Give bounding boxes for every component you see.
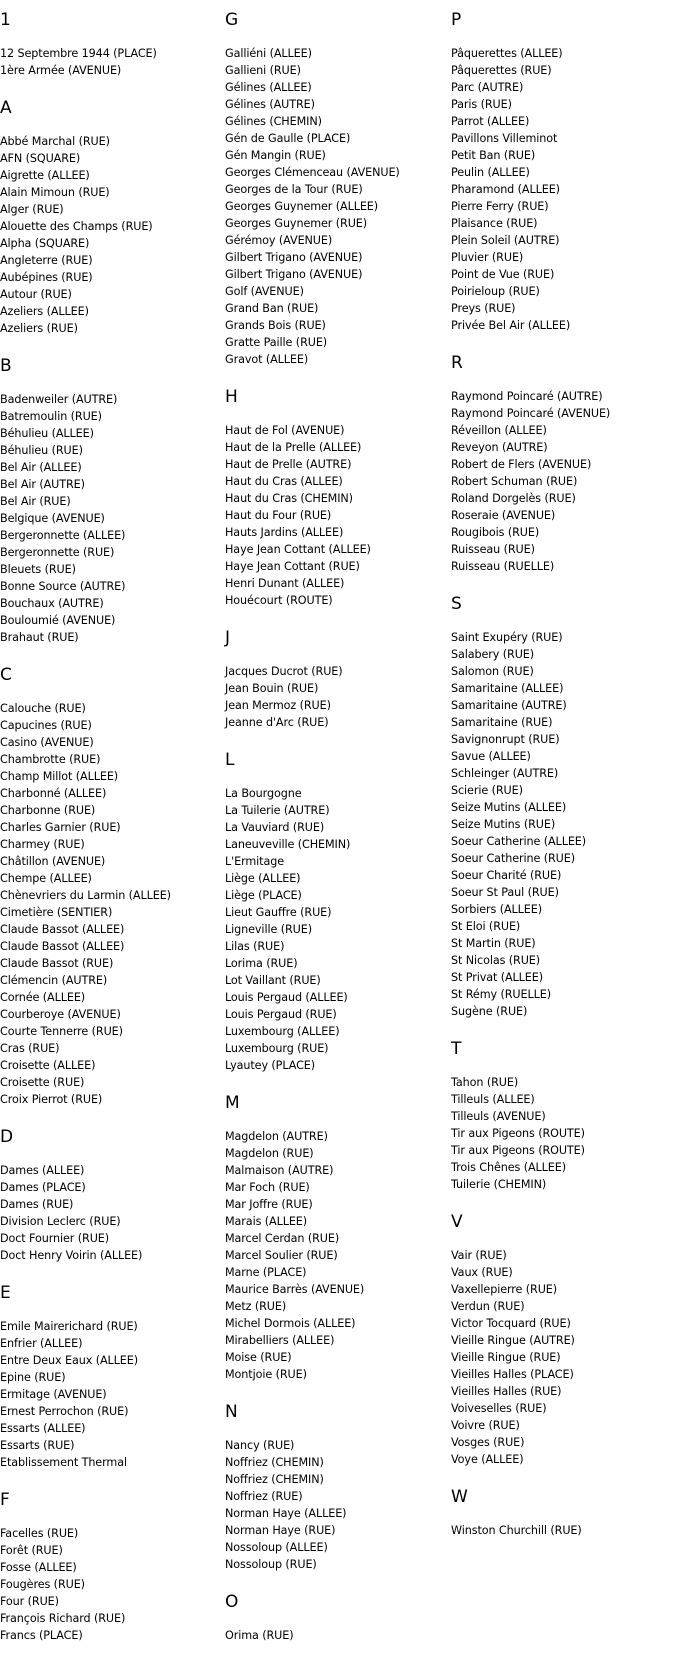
section-letter-heading: L <box>225 750 235 770</box>
street-entry: Pâquerettes (ALLEE) <box>451 47 563 60</box>
letter-section <box>451 1212 666 1468</box>
street-entry: Sorbiers (ALLEE) <box>451 903 543 916</box>
letter-section <box>225 1093 440 1383</box>
street-entry: Bergeronnette (ALLEE) <box>0 529 126 542</box>
street-entry: Roland Dorgelès (RUE) <box>451 492 576 505</box>
section-letter-heading: H <box>225 387 238 407</box>
street-entry: Soeur St Paul (RUE) <box>451 886 559 899</box>
street-entry: Soeur Catherine (RUE) <box>451 852 575 865</box>
section-letter-heading: F <box>0 1490 10 1510</box>
street-entry: Bouloumié (AVENUE) <box>0 614 116 627</box>
street-entry: Robert de Flers (AVENUE) <box>451 458 592 471</box>
street-entry: Poirieloup (RUE) <box>451 285 540 298</box>
street-entry: Gén Mangin (RUE) <box>225 149 326 162</box>
street-entry: St Rémy (RUELLE) <box>451 988 551 1001</box>
street-entry: Georges Clémenceau (AVENUE) <box>225 166 400 179</box>
street-entry: Laneuveville (CHEMIN) <box>225 838 351 851</box>
street-entry: Luxembourg (RUE) <box>225 1042 329 1055</box>
street-entry: Henri Dunant (ALLEE) <box>225 577 345 590</box>
street-entry: Chènevriers du Larmin (ALLEE) <box>0 889 171 902</box>
street-entry: Doct Fournier (RUE) <box>0 1232 110 1245</box>
street-entry: Haye Jean Cottant (RUE) <box>225 560 360 573</box>
street-entry: Orima (RUE) <box>225 1629 294 1642</box>
street-entry: Lieut Gauffre (RUE) <box>225 906 332 919</box>
street-entry: Vair (RUE) <box>451 1249 507 1262</box>
letter-section <box>0 356 215 646</box>
letter-section <box>225 387 440 609</box>
street-entry: Liège (PLACE) <box>225 889 302 902</box>
street-entry: Marcel Cerdan (RUE) <box>225 1232 340 1245</box>
street-entry: Alouette des Champs (RUE) <box>0 220 153 233</box>
street-entry: Galliéni (ALLEE) <box>225 47 312 60</box>
street-entry: La Vauviard (RUE) <box>225 821 325 834</box>
street-entry: Bonne Source (AUTRE) <box>0 580 126 593</box>
street-entry: Vaux (RUE) <box>451 1266 513 1279</box>
letter-section <box>451 10 666 334</box>
street-entry: Roseraie (AVENUE) <box>451 509 556 522</box>
street-entry: Alger (RUE) <box>0 203 64 216</box>
street-entry: Mar Foch (RUE) <box>225 1181 310 1194</box>
street-entry: Ermitage (AVENUE) <box>0 1388 107 1401</box>
street-entry: Marcel Soulier (RUE) <box>225 1249 338 1262</box>
street-entry: Noffriez (CHEMIN) <box>225 1473 324 1486</box>
street-entry: Gén de Gaulle (PLACE) <box>225 132 351 145</box>
street-entry: Vieilles Halles (RUE) <box>451 1385 562 1398</box>
section-letter-heading: 1 <box>0 10 11 30</box>
street-entry: Samaritaine (AUTRE) <box>451 699 567 712</box>
street-entry: Haut de la Prelle (ALLEE) <box>225 441 362 454</box>
street-entry: Cornée (ALLEE) <box>0 991 86 1004</box>
street-entry: Vosges (RUE) <box>451 1436 525 1449</box>
street-entry: St Martin (RUE) <box>451 937 536 950</box>
street-entry: Savignonrupt (RUE) <box>451 733 560 746</box>
street-entry: Georges Guynemer (RUE) <box>225 217 368 230</box>
section-letter-heading: O <box>225 1592 239 1612</box>
street-entry: Haut du Cras (CHEMIN) <box>225 492 353 505</box>
street-entry: Fosse (ALLEE) <box>0 1561 77 1574</box>
section-letter-heading: M <box>225 1093 240 1113</box>
street-entry: Norman Haye (ALLEE) <box>225 1507 347 1520</box>
street-entry: Alain Mimoun (RUE) <box>0 186 110 199</box>
street-entry: Alpha (SQUARE) <box>0 237 90 250</box>
street-entry: Four (RUE) <box>0 1595 59 1608</box>
street-entry: Aigrette (ALLEE) <box>0 169 90 182</box>
section-letter-heading: B <box>0 356 12 376</box>
section-letter-heading: G <box>225 10 239 30</box>
street-entry: Magdelon (RUE) <box>225 1147 314 1160</box>
street-entry: Petit Ban (RUE) <box>451 149 536 162</box>
street-entry: Doct Henry Voirin (ALLEE) <box>0 1249 143 1262</box>
street-entry: Soeur Charité (RUE) <box>451 869 562 882</box>
street-entry: Jean Bouin (RUE) <box>225 682 319 695</box>
street-entry: Victor Tocquard (RUE) <box>451 1317 571 1330</box>
street-entry: Soeur Catherine (ALLEE) <box>451 835 587 848</box>
street-entry: Paris (RUE) <box>451 98 512 111</box>
street-entry: Lorima (RUE) <box>225 957 298 970</box>
street-entry: Plein Soleil (AUTRE) <box>451 234 560 247</box>
street-entry: Claude Bassot (ALLEE) <box>0 940 125 953</box>
street-entry: Châtillon (AVENUE) <box>0 855 106 868</box>
street-entry: 12 Septembre 1944 (PLACE) <box>0 47 157 60</box>
street-entry: Bergeronnette (RUE) <box>0 546 115 559</box>
street-index-column-1 <box>0 10 215 1663</box>
street-entry: Abbé Marchal (RUE) <box>0 135 110 148</box>
letter-section <box>0 665 215 1108</box>
street-entry: Trois Chênes (ALLEE) <box>451 1161 567 1174</box>
street-entry: Gravot (ALLEE) <box>225 353 309 366</box>
street-entry: Gélines (CHEMIN) <box>225 115 322 128</box>
street-entry: Haut de Fol (AVENUE) <box>225 424 345 437</box>
street-entry: Norman Haye (RUE) <box>225 1524 336 1537</box>
street-entry: Vieille Ringue (AUTRE) <box>451 1334 575 1347</box>
street-entry: Tir aux Pigeons (ROUTE) <box>451 1144 585 1157</box>
street-entry: Peulin (ALLEE) <box>451 166 530 179</box>
street-entry: Houécourt (ROUTE) <box>225 594 333 607</box>
street-entry: Facelles (RUE) <box>0 1527 79 1540</box>
street-entry: Golf (AVENUE) <box>225 285 304 298</box>
street-entry: Gratte Paille (RUE) <box>225 336 328 349</box>
letter-section <box>451 594 666 1020</box>
street-index-column-2 <box>225 10 440 1663</box>
street-entry: Bel Air (AUTRE) <box>0 478 85 491</box>
street-entry: Gallieni (RUE) <box>225 64 301 77</box>
street-entry: Entre Deux Eaux (ALLEE) <box>0 1354 138 1367</box>
street-entry: Charmey (RUE) <box>0 838 85 851</box>
street-entry: Georges de la Tour (RUE) <box>225 183 363 196</box>
street-entry: Béhulieu (ALLEE) <box>0 427 94 440</box>
street-entry: Metz (RUE) <box>225 1300 287 1313</box>
street-entry: Dames (PLACE) <box>0 1181 86 1194</box>
street-entry: Nossoloup (RUE) <box>225 1558 317 1571</box>
street-entry: Angleterre (RUE) <box>0 254 93 267</box>
street-entry: Chambrotte (RUE) <box>0 753 101 766</box>
street-entry: Haut du Cras (ALLEE) <box>225 475 343 488</box>
street-entry: Marais (ALLEE) <box>225 1215 308 1228</box>
street-entry: Savue (ALLEE) <box>451 750 531 763</box>
street-entry: Casino (AVENUE) <box>0 736 94 749</box>
street-entry: Belgique (AVENUE) <box>0 512 105 525</box>
street-entry: Reveyon (AUTRE) <box>451 441 548 454</box>
street-entry: Tuilerie (CHEMIN) <box>451 1178 547 1191</box>
street-entry: Ernest Perrochon (RUE) <box>0 1405 129 1418</box>
street-entry: Raymond Poincaré (AUTRE) <box>451 390 603 403</box>
street-entry: Winston Churchill (RUE) <box>451 1524 582 1537</box>
letter-section <box>225 750 440 1074</box>
street-entry: Nancy (RUE) <box>225 1439 295 1452</box>
street-entry: Bel Air (ALLEE) <box>0 461 82 474</box>
street-entry: Ruisseau (RUE) <box>451 543 535 556</box>
street-entry: Claude Bassot (RUE) <box>0 957 114 970</box>
section-letter-heading: N <box>225 1402 238 1422</box>
street-entry: Champ Millot (ALLEE) <box>0 770 119 783</box>
street-entry: Jean Mermoz (RUE) <box>225 699 331 712</box>
street-entry: Béhulieu (RUE) <box>0 444 83 457</box>
street-entry: Croisette (ALLEE) <box>0 1059 96 1072</box>
street-entry: Gérémoy (AVENUE) <box>225 234 333 247</box>
street-entry: Georges Guynemer (ALLEE) <box>225 200 379 213</box>
street-entry: Malmaison (AUTRE) <box>225 1164 334 1177</box>
street-entry: Schleinger (AUTRE) <box>451 767 559 780</box>
street-entry: Lot Vaillant (RUE) <box>225 974 321 987</box>
street-entry: Noffriez (RUE) <box>225 1490 303 1503</box>
street-entry: Saint Exupéry (RUE) <box>451 631 563 644</box>
street-entry: Luxembourg (ALLEE) <box>225 1025 340 1038</box>
street-entry: Forêt (RUE) <box>0 1544 63 1557</box>
street-entry: Pierre Ferry (RUE) <box>451 200 549 213</box>
street-entry: Montjoie (RUE) <box>225 1368 307 1381</box>
street-entry: Emile Mairerichard (RUE) <box>0 1320 138 1333</box>
street-entry: Parrot (ALLEE) <box>451 115 530 128</box>
street-entry: Essarts (RUE) <box>0 1439 75 1452</box>
street-entry: Seize Mutins (ALLEE) <box>451 801 567 814</box>
street-entry: Chempe (ALLEE) <box>0 872 92 885</box>
street-entry: Jeanne d'Arc (RUE) <box>225 716 329 729</box>
letter-section <box>0 1127 215 1264</box>
street-entry: Pâquerettes (RUE) <box>451 64 552 77</box>
street-entry: Nossoloup (ALLEE) <box>225 1541 328 1554</box>
section-letter-heading: C <box>0 665 12 685</box>
street-entry: Croisette (RUE) <box>0 1076 85 1089</box>
street-entry: Bleuets (RUE) <box>0 563 76 576</box>
street-entry: Vaxellepierre (RUE) <box>451 1283 558 1296</box>
street-entry: Pluvier (RUE) <box>451 251 524 264</box>
street-entry: Azeliers (RUE) <box>0 322 78 335</box>
street-entry: Ruisseau (RUELLE) <box>451 560 555 573</box>
street-entry: Noffriez (CHEMIN) <box>225 1456 324 1469</box>
street-entry: Charbonne (RUE) <box>0 804 96 817</box>
letter-section <box>225 1592 440 1644</box>
street-entry: Magdelon (AUTRE) <box>225 1130 328 1143</box>
street-index-column-3 <box>451 10 666 1558</box>
street-entry: 1ère Armée (AVENUE) <box>0 64 122 77</box>
street-entry: Courte Tennerre (RUE) <box>0 1025 123 1038</box>
street-entry: Enfrier (ALLEE) <box>0 1337 83 1350</box>
street-entry: Gélines (AUTRE) <box>225 98 315 111</box>
street-entry: St Eloi (RUE) <box>451 920 521 933</box>
street-entry: Tahon (RUE) <box>451 1076 519 1089</box>
street-entry: Bouchaux (AUTRE) <box>0 597 104 610</box>
letter-section <box>225 10 440 368</box>
street-entry: Maurice Barrès (AVENUE) <box>225 1283 365 1296</box>
street-entry: Haye Jean Cottant (ALLEE) <box>225 543 371 556</box>
letter-section <box>225 1402 440 1573</box>
street-entry: Charbonné (ALLEE) <box>0 787 107 800</box>
street-entry: Dames (RUE) <box>0 1198 74 1211</box>
street-entry: Calouche (RUE) <box>0 702 86 715</box>
street-entry: Fougères (RUE) <box>0 1578 85 1591</box>
street-entry: Cimetière (SENTIER) <box>0 906 113 919</box>
street-entry: Scierie (RUE) <box>451 784 523 797</box>
street-entry: Tilleuls (AVENUE) <box>451 1110 546 1123</box>
street-entry: Voiveselles (RUE) <box>451 1402 547 1415</box>
street-entry: Hauts Jardins (ALLEE) <box>225 526 344 539</box>
street-entry: Croix Pierrot (RUE) <box>0 1093 103 1106</box>
letter-section <box>0 1490 215 1644</box>
section-letter-heading: A <box>0 98 12 118</box>
street-entry: Parc (AUTRE) <box>451 81 524 94</box>
street-entry: Francs (PLACE) <box>0 1629 83 1642</box>
street-entry: Ligneville (RUE) <box>225 923 312 936</box>
section-letter-heading: D <box>0 1127 14 1147</box>
street-entry: Haut de Prelle (AUTRE) <box>225 458 352 471</box>
street-entry: Louis Pergaud (RUE) <box>225 1008 337 1021</box>
street-entry: Sugène (RUE) <box>451 1005 528 1018</box>
street-entry: Marne (PLACE) <box>225 1266 307 1279</box>
street-entry: Badenweiler (AUTRE) <box>0 393 118 406</box>
street-entry: Jacques Ducrot (RUE) <box>225 665 343 678</box>
section-letter-heading: W <box>451 1487 468 1507</box>
street-entry: Réveillon (ALLEE) <box>451 424 547 437</box>
street-entry: Gilbert Trigano (AVENUE) <box>225 251 363 264</box>
street-entry: L'Ermitage <box>225 855 285 868</box>
street-entry: St Nicolas (RUE) <box>451 954 541 967</box>
street-entry: Cras (RUE) <box>0 1042 60 1055</box>
street-entry: Courberoye (AVENUE) <box>0 1008 121 1021</box>
street-entry: Essarts (ALLEE) <box>0 1422 86 1435</box>
street-entry: Charles Garnier (RUE) <box>0 821 121 834</box>
street-entry: Salabery (RUE) <box>451 648 535 661</box>
letter-section <box>451 1039 666 1193</box>
letter-section <box>0 10 215 79</box>
street-entry: Voivre (RUE) <box>451 1419 520 1432</box>
street-entry: Claude Bassot (ALLEE) <box>0 923 125 936</box>
street-entry: Tilleuls (ALLEE) <box>451 1093 535 1106</box>
letter-section <box>225 628 440 731</box>
street-entry: Rougibois (RUE) <box>451 526 540 539</box>
street-entry: Autour (RUE) <box>0 288 72 301</box>
street-entry: Verdun (RUE) <box>451 1300 525 1313</box>
street-entry: Mirabelliers (ALLEE) <box>225 1334 335 1347</box>
section-letter-heading: T <box>451 1039 462 1059</box>
letter-section <box>0 98 215 337</box>
street-entry: Pavillons Villeminot <box>451 132 558 145</box>
street-entry: Vieilles Halles (PLACE) <box>451 1368 574 1381</box>
street-entry: Grands Bois (RUE) <box>225 319 326 332</box>
letter-section <box>451 1487 666 1539</box>
street-entry: St Privat (ALLEE) <box>451 971 544 984</box>
street-entry: Division Leclerc (RUE) <box>0 1215 121 1228</box>
street-entry: Samaritaine (RUE) <box>451 716 553 729</box>
street-entry: Liège (ALLEE) <box>225 872 301 885</box>
street-entry: Privée Bel Air (ALLEE) <box>451 319 571 332</box>
street-entry: Gélines (ALLEE) <box>225 81 312 94</box>
street-entry: Plaisance (RUE) <box>451 217 538 230</box>
street-entry: Pharamond (ALLEE) <box>451 183 560 196</box>
street-entry: Vieille Ringue (RUE) <box>451 1351 561 1364</box>
section-letter-heading: J <box>225 628 231 648</box>
street-entry: Moise (RUE) <box>225 1351 292 1364</box>
section-letter-heading: S <box>451 594 462 614</box>
street-entry: AFN (SQUARE) <box>0 152 81 165</box>
street-entry: Point de Vue (RUE) <box>451 268 555 281</box>
street-entry: Michel Dormois (ALLEE) <box>225 1317 356 1330</box>
street-entry: Aubépines (RUE) <box>0 271 93 284</box>
street-entry: Etablissement Thermal <box>0 1456 127 1469</box>
street-entry: François Richard (RUE) <box>0 1612 126 1625</box>
street-entry: Voye (ALLEE) <box>451 1453 524 1466</box>
street-entry: Grand Ban (RUE) <box>225 302 319 315</box>
street-entry: Gilbert Trigano (AVENUE) <box>225 268 363 281</box>
section-letter-heading: E <box>0 1283 11 1303</box>
street-entry: Tir aux Pigeons (ROUTE) <box>451 1127 585 1140</box>
street-entry: Lilas (RUE) <box>225 940 285 953</box>
street-entry: La Tuilerie (AUTRE) <box>225 804 330 817</box>
street-entry: Seize Mutins (RUE) <box>451 818 556 831</box>
section-letter-heading: P <box>451 10 462 30</box>
street-entry: Brahaut (RUE) <box>0 631 79 644</box>
street-entry: Epine (RUE) <box>0 1371 66 1384</box>
letter-section <box>0 1283 215 1471</box>
street-entry: Salomon (RUE) <box>451 665 534 678</box>
street-entry: Bel Air (RUE) <box>0 495 71 508</box>
letter-section <box>451 353 666 575</box>
street-entry: Haut du Four (RUE) <box>225 509 332 522</box>
street-entry: Dames (ALLEE) <box>0 1164 85 1177</box>
street-entry: Batremoulin (RUE) <box>0 410 102 423</box>
street-entry: La Bourgogne <box>225 787 302 800</box>
street-entry: Capucines (RUE) <box>0 719 92 732</box>
section-letter-heading: V <box>451 1212 463 1232</box>
street-entry: Samaritaine (ALLEE) <box>451 682 564 695</box>
section-letter-heading: R <box>451 353 463 373</box>
street-entry: Robert Schuman (RUE) <box>451 475 578 488</box>
street-entry: Mar Joffre (RUE) <box>225 1198 313 1211</box>
street-entry: Preys (RUE) <box>451 302 516 315</box>
street-entry: Lyautey (PLACE) <box>225 1059 316 1072</box>
street-entry: Louis Pergaud (ALLEE) <box>225 991 348 1004</box>
street-entry: Raymond Poincaré (AVENUE) <box>451 407 611 420</box>
street-entry: Azeliers (ALLEE) <box>0 305 89 318</box>
street-entry: Clémencin (AUTRE) <box>0 974 108 987</box>
